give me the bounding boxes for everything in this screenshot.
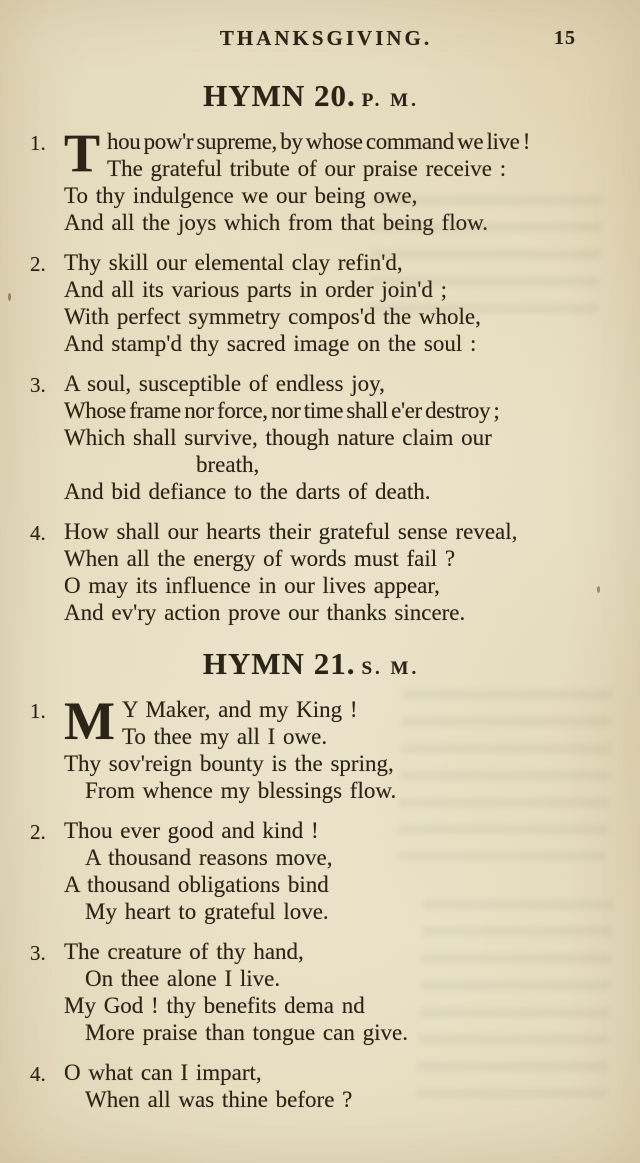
verse-line: And ev'ry action prove our thanks sincere.	[64, 600, 466, 625]
verse	[30, 249, 622, 357]
verse-line: The creature of thy hand,	[64, 939, 304, 964]
drop-cap: M	[64, 691, 115, 751]
verse-line: And all the joys which from that being flow.	[64, 210, 488, 235]
paper-speck	[597, 586, 600, 593]
verse-number: 4.	[30, 1062, 46, 1086]
verse-line: hou pow'r supreme, by whose command we live !	[107, 129, 531, 154]
verse-number: 4.	[30, 521, 46, 545]
verse	[30, 1059, 622, 1113]
verse-line: The grateful tribute of our praise receive :	[107, 156, 507, 181]
verse-number: 1.	[30, 131, 46, 155]
verse	[30, 938, 622, 1046]
verse	[30, 123, 622, 236]
verse-line: Thy skill our elemental clay refin'd,	[64, 250, 403, 275]
verse-line: Which shall survive, though nature claim our	[64, 425, 492, 450]
verse-body	[64, 249, 622, 357]
verse-line: O may its influence in our lives appear,	[64, 573, 440, 598]
hymn-title: HYMN 20.	[203, 78, 356, 113]
page-number: 15	[554, 27, 576, 49]
verse-body	[64, 370, 622, 505]
verse-body	[64, 1059, 622, 1113]
verse	[30, 817, 622, 925]
paper-speck	[8, 293, 11, 301]
hymn-section	[30, 646, 622, 1113]
verse-line: O what can I impart,	[64, 1060, 262, 1085]
verse-number: 2.	[30, 820, 46, 844]
hymn-title: HYMN 21.	[202, 646, 356, 681]
verse-line: When all the energy of words must fail ?	[64, 546, 456, 571]
verse-body	[64, 817, 622, 925]
verse-body	[64, 518, 622, 626]
verse-line: More praise than tongue can give.	[85, 1020, 408, 1045]
verse-line: A thousand obligations bind	[64, 872, 329, 897]
verse-line: And stamp'd thy sacred image on the soul :	[64, 331, 477, 356]
verse-body	[64, 691, 622, 804]
verse-line: Thou ever good and kind !	[64, 818, 319, 843]
verse-line: To thy indulgence we our being owe,	[64, 183, 418, 208]
verse-line: And all its various parts in order join'd ;	[64, 277, 447, 302]
verse-line: To thee my all I owe.	[121, 724, 328, 749]
verse-line: My God ! thy benefits dema nd	[64, 993, 365, 1018]
hymn-meter: P. M.	[361, 90, 419, 111]
verse	[30, 370, 622, 505]
running-head	[30, 26, 622, 54]
hymn-heading	[30, 78, 592, 114]
hymn-section	[30, 78, 622, 626]
verse-line: When all was thine before ?	[85, 1087, 353, 1112]
verse-number: 2.	[30, 252, 46, 276]
verse-line: With perfect symmetry compos'd the whole,	[64, 304, 481, 329]
verse-number: 3.	[30, 941, 46, 965]
verse-line: My heart to grateful love.	[85, 899, 329, 924]
verse-body	[64, 123, 622, 236]
verse-line: A thousand reasons move,	[85, 845, 333, 870]
drop-cap: T	[64, 123, 101, 183]
hymn-meter: S. M.	[361, 658, 420, 679]
verse-body	[64, 938, 622, 1046]
verse-line: From whence my blessings flow.	[85, 778, 397, 803]
verse-line: Y Maker, and my King !	[121, 697, 358, 722]
hymn-heading	[30, 646, 592, 682]
hymns-container	[30, 78, 622, 1113]
verse-number: 3.	[30, 373, 46, 397]
verse-line: Thy sov'reign bounty is the spring,	[64, 751, 394, 776]
verse-line: How shall our hearts their grateful sense reveal,	[64, 519, 518, 544]
section-title: THANKSGIVING.	[219, 26, 433, 50]
verse-line: On thee alone I live.	[85, 966, 281, 991]
verse	[30, 518, 622, 626]
verse-line: A soul, susceptible of endless joy,	[64, 371, 385, 396]
verse-number: 1.	[30, 699, 46, 723]
verse-line: Whose frame nor force, nor time shall e'er destroy ;	[64, 398, 500, 423]
verse	[30, 691, 622, 804]
verse-line: breath,	[196, 452, 260, 477]
verse-line: And bid defiance to the darts of death.	[64, 479, 431, 504]
